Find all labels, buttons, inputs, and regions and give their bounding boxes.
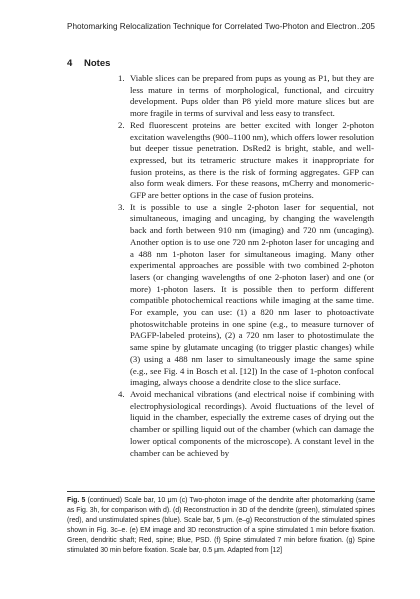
note-number: 3. [118, 201, 125, 212]
caption-divider [67, 491, 375, 492]
note-item [118, 389, 374, 459]
section-title: Notes [84, 58, 111, 69]
section-heading [67, 58, 110, 69]
page-number: 205 [361, 22, 375, 31]
notes-list [118, 73, 374, 459]
note-text: Red fluorescent proteins are better excited with longer 2-photon excitation wavelengths (900–1100 nm), which offers lower resolution but deeper tissue penetration. DsRed2 is bright, stable, and well-expressed, but its tetrameric structure makes it inappropriate for fusion proteins, as there is the risk of forming aggregates. GFP can also form weak dimers. For these reasons, mCherry and monomeric-GFP are better options in the case of fusion proteins. [130, 119, 374, 201]
note-item [118, 202, 374, 389]
note-number: 1. [118, 73, 125, 83]
note-text: Avoid mechanical vibrations (and electrical noise if combining with electrophysiological recordings). Avoid fluctuations of the level of liquid in the chamber, especially the extreme cases of drying out the chamber or spilling liquid out of the chamber (which can damage the lower optical components of the microscope). A constant level in the chamber can be achieved by [130, 388, 374, 458]
figure-caption [67, 496, 375, 557]
caption-text: (continued) Scale bar, 10 μm (c) Two-photon image of the dendrite after photomarking (same as Fig. 3h, for comparison with d). (d) Reconstruction in 3D of the dendrite (green), stimulated spines (red), and unstimulated spines (blue). Scale bar, 5 μm. (e–g) Reconstruction of the stimulated spines shown in Fig. 3c–e. (e) EM image and 3D reconstruction of a spine stimulated 1 min before fixation. Green, dendritic shaft; Red, spine; Blue, PSD. (f) Spine stimulated 7 min before fixation. (g) Spine stimulated 30 min before fixation. Scale bar, 0.5 μm. Adapted from [12] [67, 497, 375, 555]
note-number: 4. [118, 388, 125, 399]
note-text: Viable slices can be prepared from pups as young as P1, but they are less mature in terms of morphological, functional, and circuitry development. Pups older than P8 yield more mature slices but are more fragile in terms of survival and less easy to transfect. [130, 73, 374, 119]
note-number: 2. [118, 119, 125, 130]
running-head-title: Photomarking Relocalization Technique for Correlated Two-Photon and Electron… [67, 22, 365, 31]
note-item [118, 73, 374, 120]
section-number: 4 [67, 58, 73, 69]
note-item [118, 120, 374, 202]
note-text: It is possible to use a single 2-photon laser for sequential, not simultaneous, imaging and uncaging, by changing the wavelength back and forth between 910 nm (imaging) and 720 nm (uncaging). Another option is to use one 720 nm 2-photon laser for uncaging and a 488 nm 1-photon laser for simultaneous imaging. Many other experimental approaches are possible with two combined 2-photon lasers (or changing wavelengths of one 2-photon laser) and one (or more) 1-photon lasers. It is possible then to perform different compatible photochemical reactions while imaging at the same time. For example, you can use: (1) a 820 nm laser to photoactivate photoswitchable proteins in one spine (e.g., to measure turnover of PAGFP-labeled proteins), (2) a 720 nm laser to photostimulate the same spine by glutamate uncaging (to trigger plastic changes) while (3) using a 488 nm laser to simultaneously image the same spine (e.g., see Fig. 4 in Bosch et al. [12]) In the case of 1-photon confocal imaging, always choose a dendrite close to the slice surface. [130, 201, 374, 388]
figure-label: Fig. 5 [67, 497, 86, 504]
